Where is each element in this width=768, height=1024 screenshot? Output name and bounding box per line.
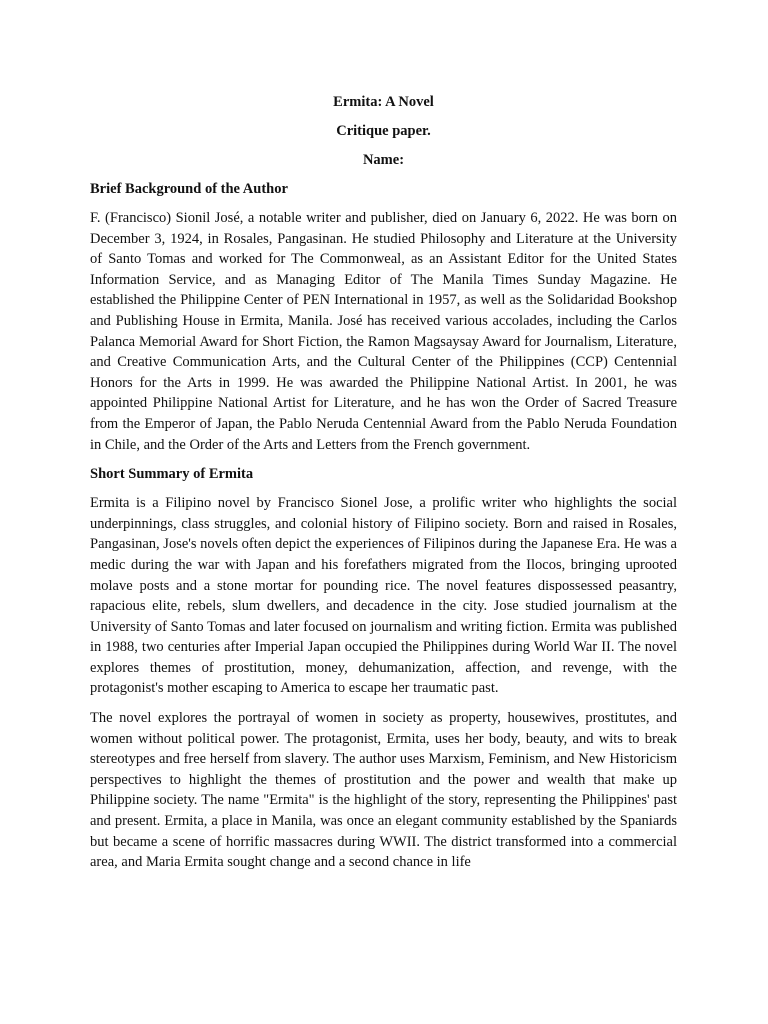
section-heading-summary: Short Summary of Ermita bbox=[90, 466, 254, 483]
author-background-paragraph: F. (Francisco) Sionil José, a notable writer and publisher, died on January 6, 2022. He was born on December 3, 1924, in Rosales, Pangasinan. He studied Philosophy and Literature at the University of Santo Tomas and worked for The Commonweal, as an Assistant Editor for the United States Information Service, and as Managing Editor of The Manila Times Sunday Magazine. He established the Philippine Center of PEN International in 1957, as well as the Solidaridad Bookshop and Publishing House in Ermita, Manila. José has received various accolades, including the Carlos Palanca Memorial Award for Short Fiction, the Ramon Magsaysay Award for Journalism, Literature, and Creative Communication Arts, and the Cultural Center of the Philippines (CCP) Centennial Honors for the Arts in 1999. He was awarded the Philippine National Artist. In 2001, he was appointed Philippine National Artist for Literature, and he has won the Order of Sacred Treasure from the Emperor of Japan, the Pablo Neruda Centennial Award from the Pablo Neruda Foundation in Chile, and the Order of the Arts and Letters from the French government. bbox=[90, 210, 677, 453]
name-label: Name: bbox=[362, 152, 405, 168]
document-subtitle: Critique paper. bbox=[336, 123, 431, 139]
summary-paragraph-2: The novel explores the portrayal of women in society as property, housewives, prostitutes, and women without political power. The protagonist, Ermita, uses her body, beauty, and wits to break stereotypes and free herself from slavery. The author uses Marxism, Feminism, and New Historicism perspectives to highlight the themes of prostitution and the power and wealth that make up Philippine society. The name "Ermita" is the highlight of the story, representing the Philippines' past and present. Ermita, a place in Manila, was once an elegant community established by the Spaniards but became a scene of horrific massacres during WWII. The district transformed into a commercial area, and Maria Ermita sought change and a second chance in life bbox=[90, 710, 677, 871]
summary-paragraph-1: Ermita is a Filipino novel by Francisco Sionel Jose, a prolific writer who highlights the social underpinnings, class struggles, and colonial history of Filipino society. Born and raised in Rosales, Pangasinan, Jose's novels often depict the experiences of Filipinos during the Japanese Era. He was a medic during the war with Japan and his forefathers migrated from the Ilocos, bringing uprooted molave posts and a stone mortar for pounding rice. The novel features dispossessed peasantry, rapacious elite, rebels, slum dwellers, and decadence in the city. Jose studied journalism at the University of Santo Tomas and later focused on journalism and writing fiction. Ermita was published in 1988, two centuries after Imperial Japan occupied the Philippines during World War II. The novel explores themes of prostitution, money, dehumanization, affection, and revenge, with the protagonist's mother escaping to America to escape her traumatic past. bbox=[90, 495, 677, 697]
section-heading-author-background: Brief Background of the Author bbox=[90, 181, 288, 197]
document-title: Ermita: A Novel bbox=[333, 94, 434, 110]
document-page bbox=[90, 92, 677, 882]
